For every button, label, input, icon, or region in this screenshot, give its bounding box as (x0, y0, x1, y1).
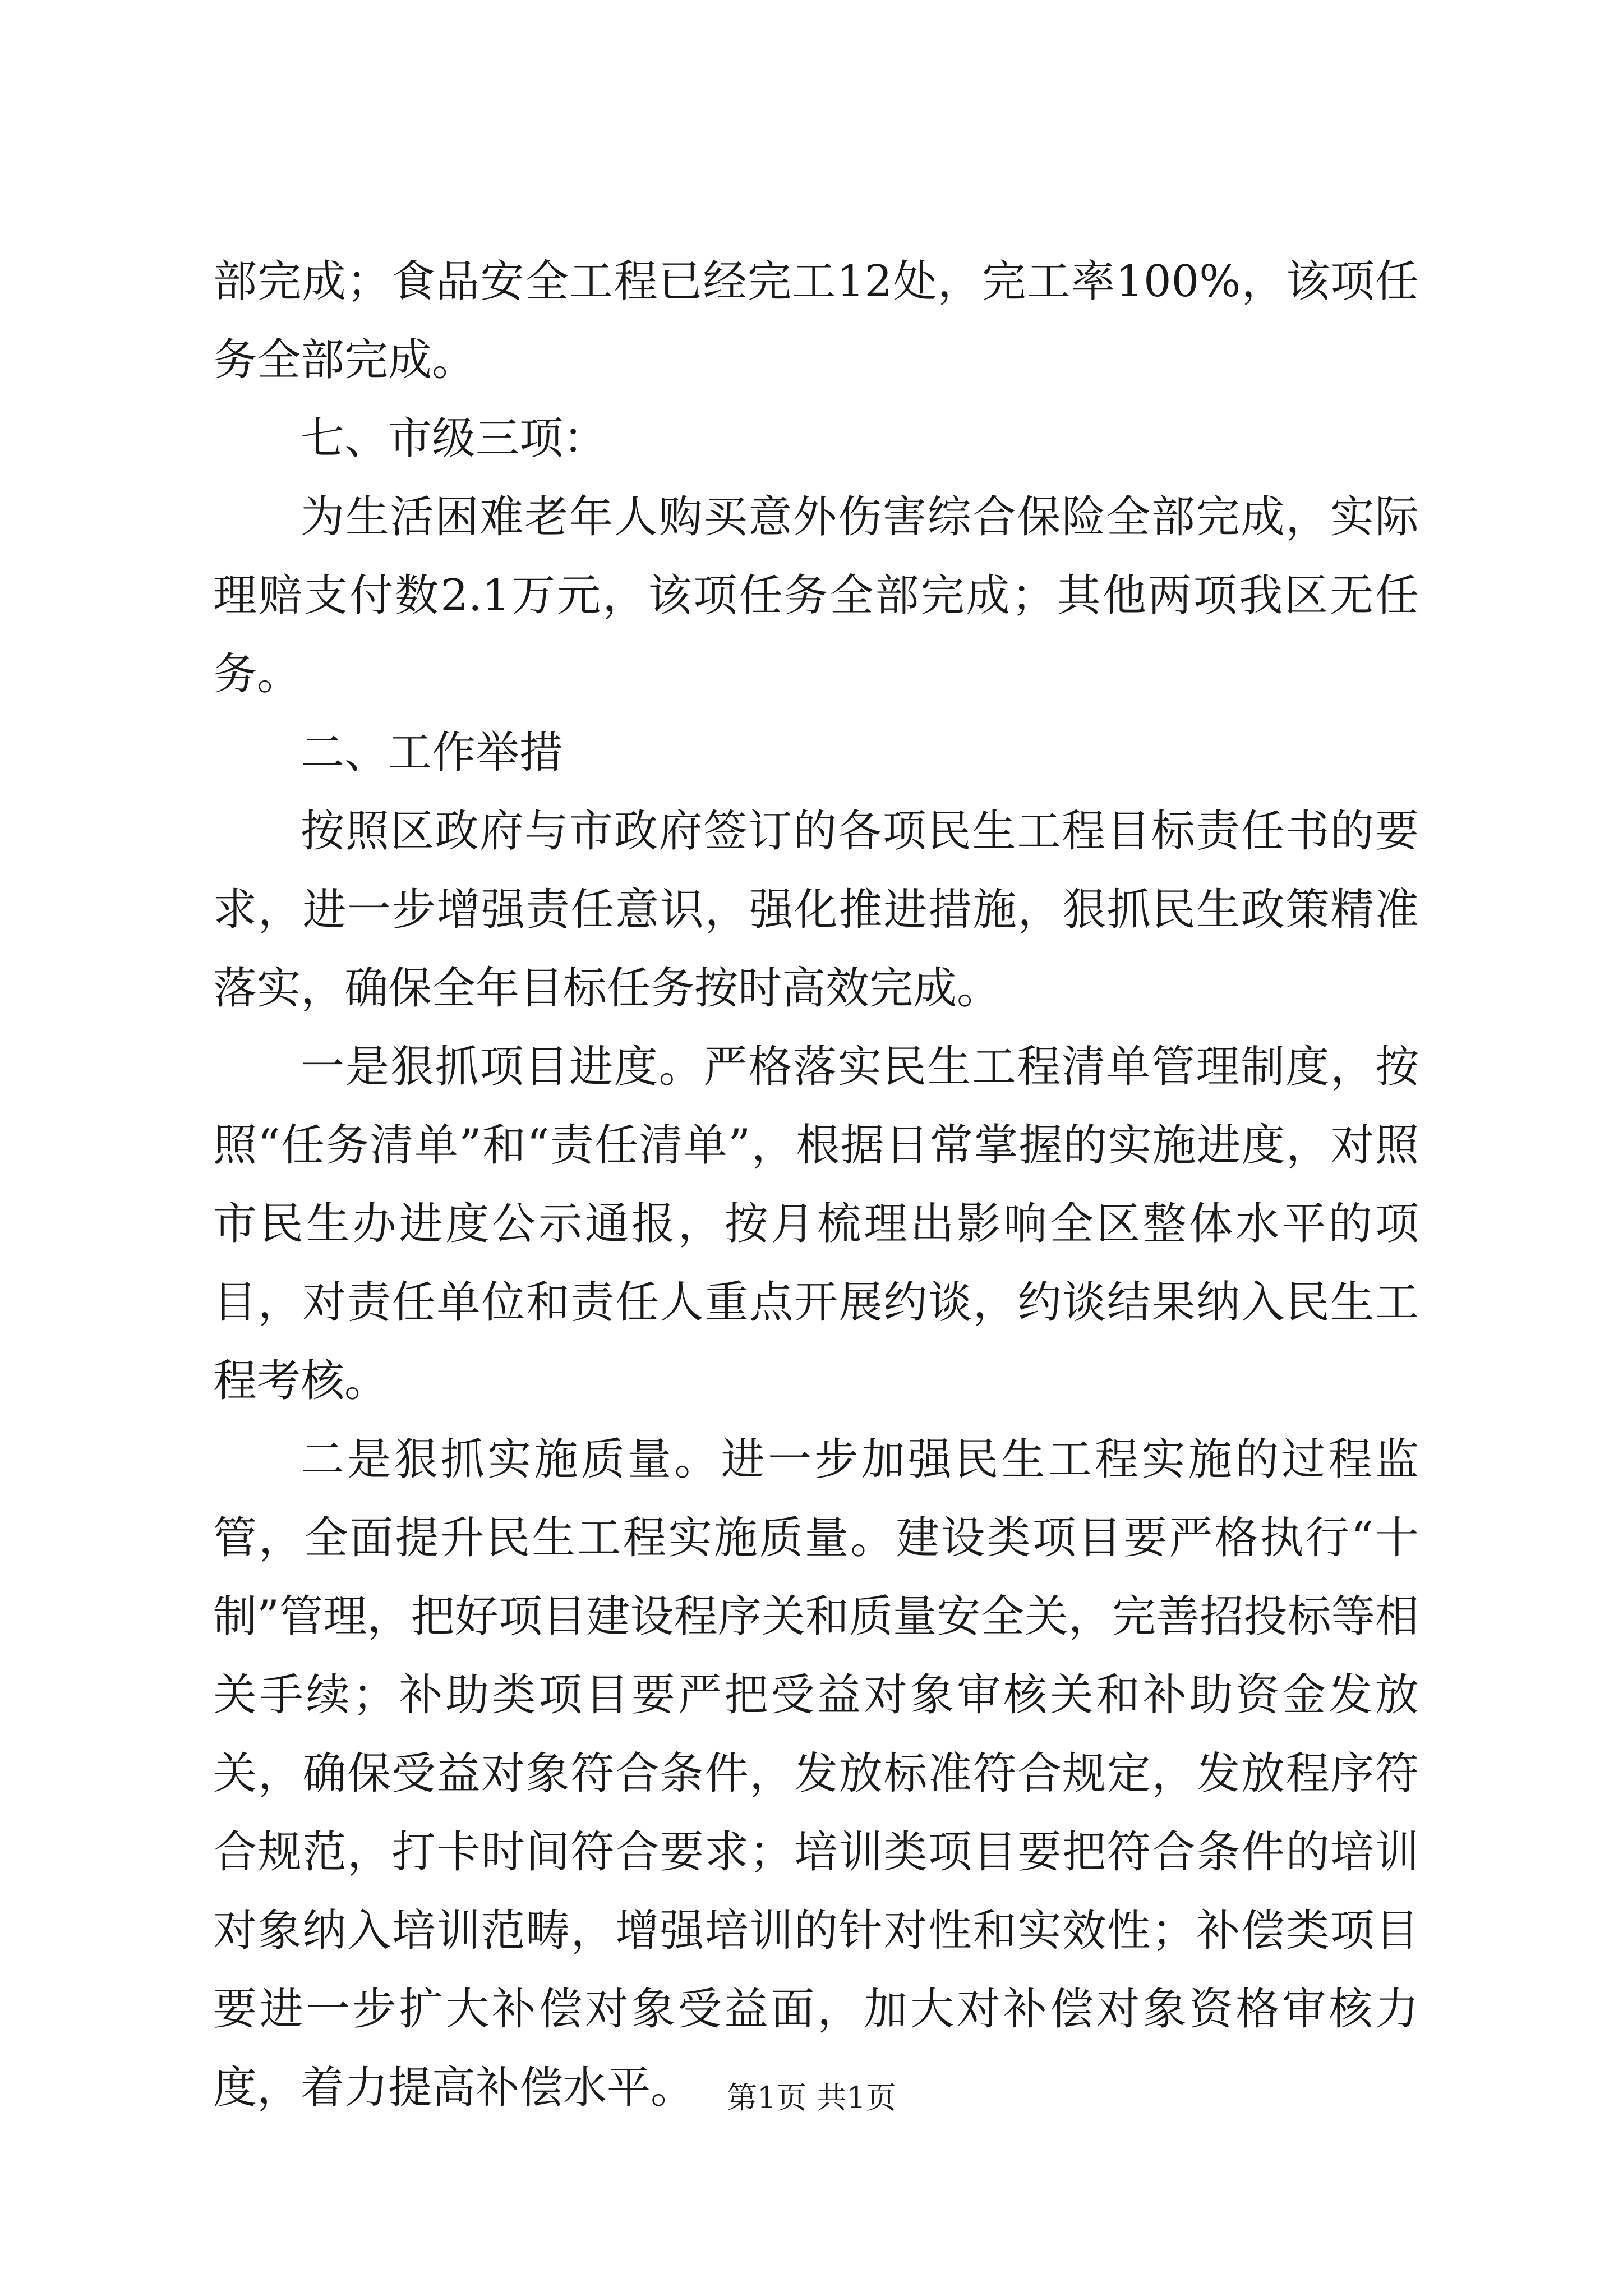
paragraph-elderly-insurance: 为生活困难老年人购买意外伤害综合保险全部完成，实际理赔支付数2.1万元，该项任务全部完成；其他两项我区无任务。 (213, 492, 1419, 700)
paragraph-responsibility: 按照区政府与市政府签订的各项民生工程目标责任书的要求，进一步增强责任意识，强化推进措施，狠抓民生政策精准落实，确保全年目标任务按时高效完成。 (213, 806, 1419, 1014)
document-body (213, 242, 1419, 2127)
page-number-footer: 第1页 共1页 (727, 2080, 896, 2115)
paragraph-project-progress: 一是狠抓项目进度。严格落实民生工程清单管理制度，按照“任务清单”和“责任清单”，根据日常掌握的实施进度，对照市民生办进度公示通报，按月梳理出影响全区整体水平的项目，对责任单位和责任人重点开展约谈，约谈结果纳入民生工程考核。 (213, 1042, 1419, 1406)
paragraph-continuation: 部完成；食品安全工程已经完工12处，完工率100%，该项任务全部完成。 (213, 256, 1419, 385)
paragraph-implementation-quality: 二是狠抓实施质量。进一步加强民生工程实施的过程监管，全面提升民生工程实施质量。建设类项目要严格执行“十制”管理，把好项目建设程序关和质量安全关，完善招投标等相关手续；补助类项目要严把受益对象审核关和补助资金发放关，确保受益对象符合条件，发放标准符合规定，发放程序符合规范，打卡时间符合要求；培训类项目要把符合条件的培训对象纳入培训范畴，增强培训的针对性和实效性；补偿类项目要进一步扩大补偿对象受益面，加大对补偿对象资格审核力度，着力提高补偿水平。 (213, 1434, 1419, 2113)
section-heading-municipal-three: 七、市级三项： (301, 413, 607, 464)
section-heading-work-measures: 二、工作举措 (301, 728, 564, 778)
